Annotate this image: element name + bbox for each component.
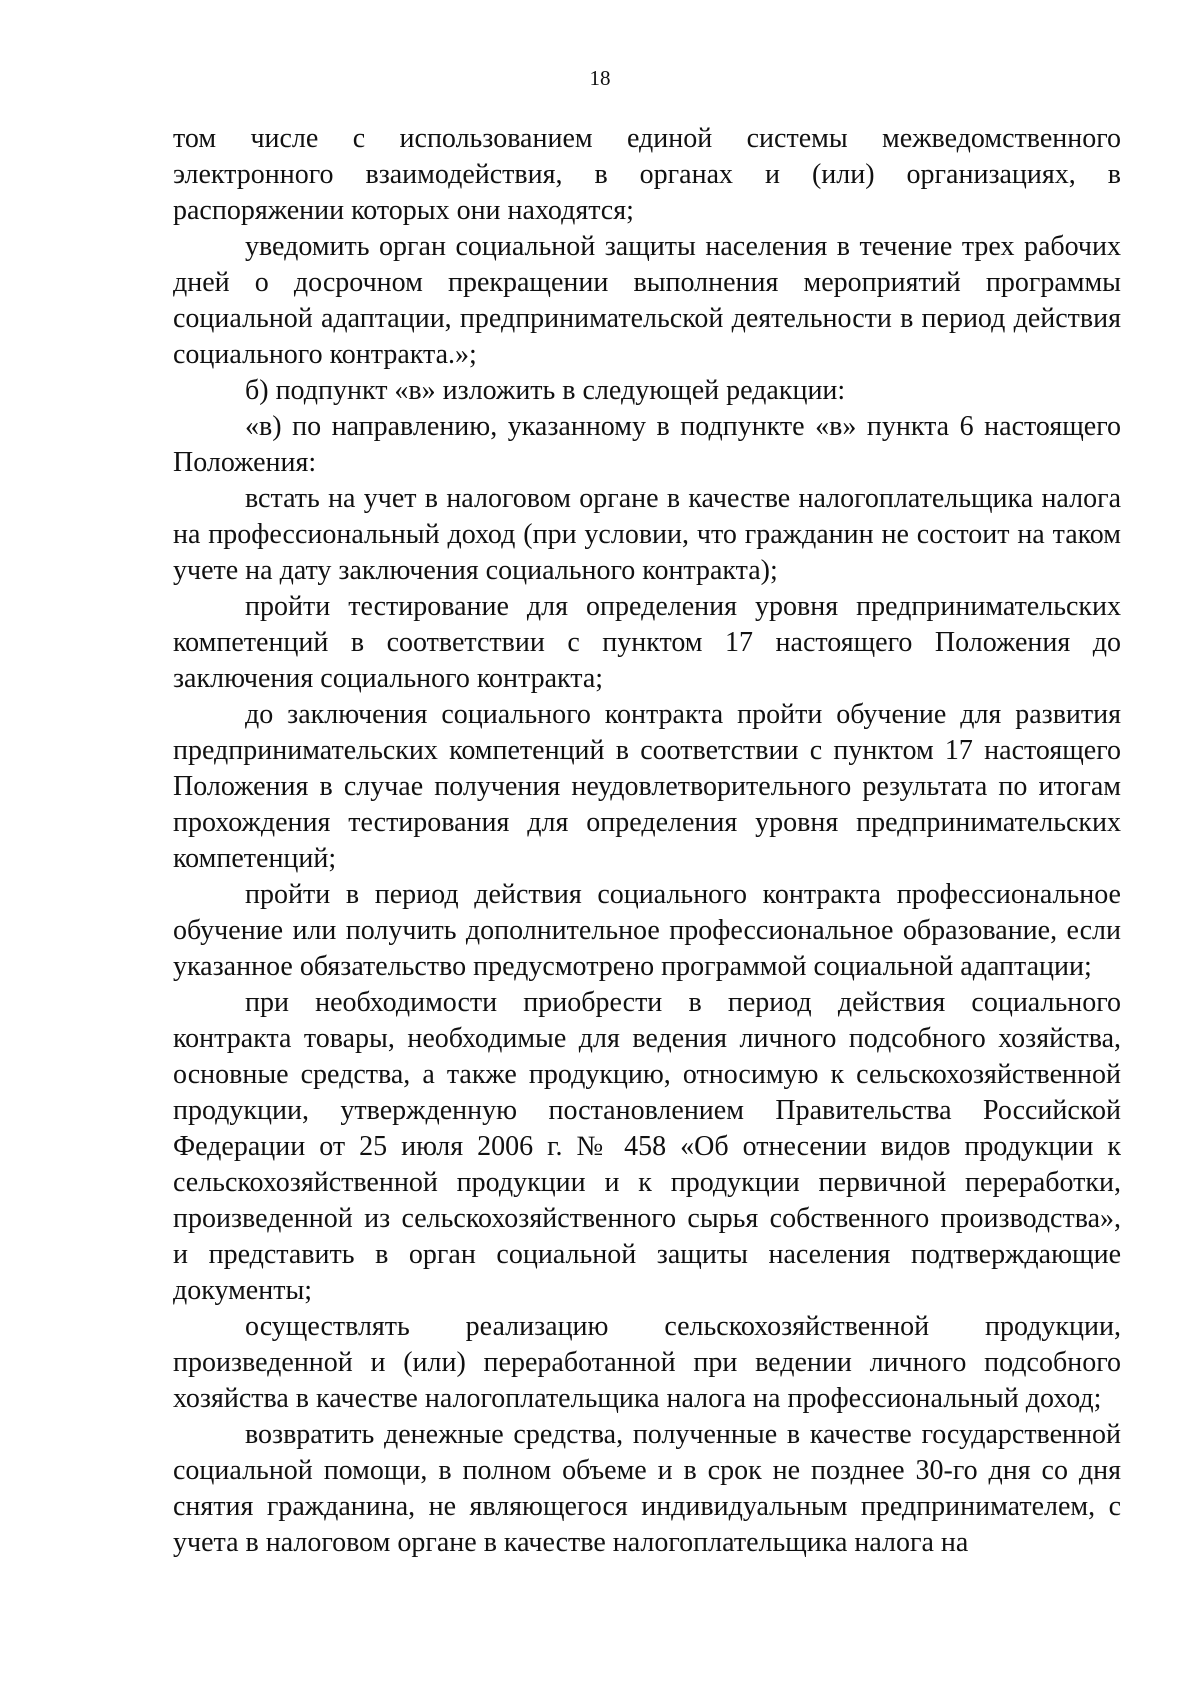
paragraph-1: том числе с использованием единой системы межведомственного электронного взаимодействия, в органах и (или) организациях, в распоряжении которых они находятся; bbox=[173, 123, 1121, 226]
paragraph-8: пройти в период действия социального контракта профессиональное обучение или получить дополнительное профессиональное образование, если указанное обязательство предусмотрено программой социальной адаптации; bbox=[173, 879, 1121, 982]
paragraph-7: до заключения социального контракта пройти обучение для развития предпринимательских компетенций в соответствии с пунктом 17 настоящего Положения в случае получения неудовлетворительного результата по итогам прохождения тестирования для определения уровня предпринимательских компетенций; bbox=[173, 699, 1121, 874]
paragraph-6: пройти тестирование для определения уровня предпринимательских компетенций в соответствии с пунктом 17 настоящего Положения до заключения социального контракта; bbox=[173, 591, 1121, 694]
paragraph-3: б) подпункт «в» изложить в следующей редакции: bbox=[245, 375, 846, 406]
paragraph-9: при необходимости приобрести в период действия социального контракта товары, необходимые для ведения личного подсобного хозяйства, основные средства, а также продукцию, относимую к сельскохозяйственной продукции, утвержденную постановлением Правительства Российской Федерации от 25 июля 2006 г. № 458 «Об отнесении видов продукции к сельскохозяйственной продукции и к продукции первичной переработки, произведенной из сельскохозяйственного сырья собственного производства», и представить в орган социальной защиты населения подтверждающие документы; bbox=[173, 987, 1121, 1306]
paragraph-10: осуществлять реализацию сельскохозяйственной продукции, произведенной и (или) переработанной при ведении личного подсобного хозяйства в качестве налогоплательщика налога на профессиональный доход; bbox=[173, 1311, 1121, 1414]
page-number: 18 bbox=[589, 66, 611, 90]
paragraph-2: уведомить орган социальной защиты населения в течение трех рабочих дней о досрочном прекращении выполнения мероприятий программы социальной адаптации, предпринимательской деятельности в период действия социального контракта.»; bbox=[173, 231, 1121, 370]
paragraph-4: «в) по направлению, указанному в подпункте «в» пункта 6 настоящего Положения: bbox=[173, 411, 1121, 478]
paragraph-11: возвратить денежные средства, полученные в качестве государственной социальной помощи, в полном объеме и в срок не позднее 30-го дня со дня снятия гражданина, не являющегося индивидуальным предпринимателем, с учета в налоговом органе в качестве налогоплательщика налога на bbox=[173, 1419, 1121, 1558]
paragraph-5: встать на учет в налоговом органе в качестве налогоплательщика налога на профессиональный доход (при условии, что гражданин не состоит на таком учете на дату заключения социального контракта); bbox=[173, 483, 1121, 586]
document-body bbox=[173, 121, 1121, 1561]
